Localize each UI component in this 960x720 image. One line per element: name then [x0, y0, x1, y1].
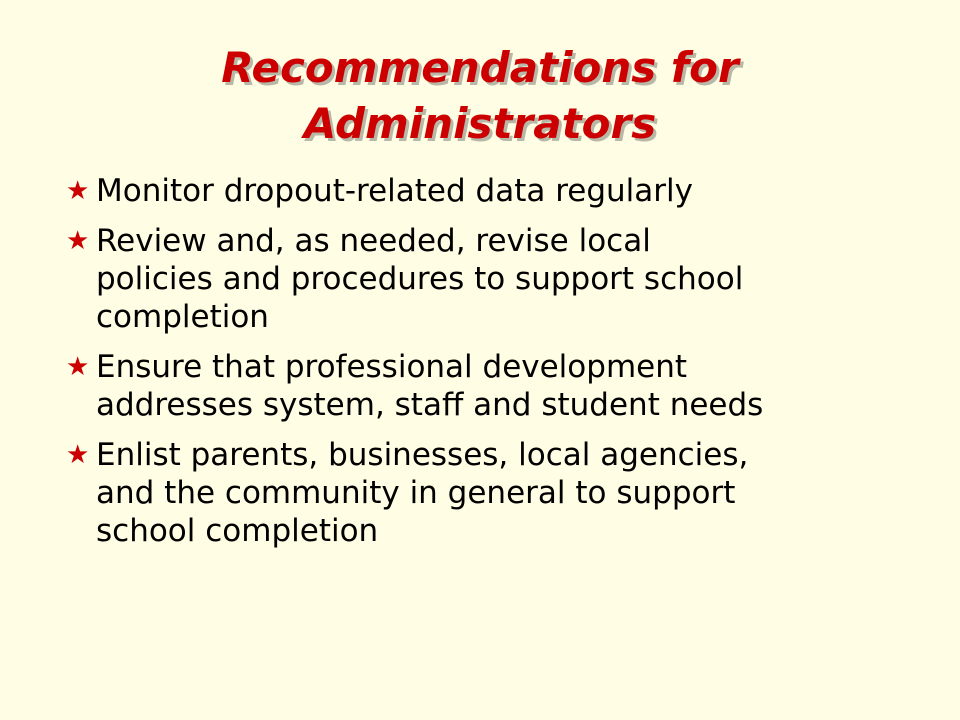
- title-line-1: Recommendations for: [221, 43, 739, 92]
- bullet-list: [66, 172, 926, 562]
- bullet-item: [66, 348, 926, 424]
- star-icon: ★: [66, 352, 90, 382]
- star-icon: ★: [66, 226, 90, 256]
- bullet-line: school completion: [96, 513, 379, 549]
- bullet-line: completion: [96, 299, 269, 335]
- bullet-line: Enlist parents, businesses, local agencies,: [96, 437, 749, 473]
- bullet-item: [66, 222, 926, 336]
- bullet-line: Ensure that professional development: [96, 349, 688, 385]
- bullet-line: addresses system, staff and student needs: [96, 387, 764, 423]
- bullet-item: [66, 436, 926, 550]
- bullet-line: policies and procedures to support school: [96, 261, 744, 297]
- bullet-item: [66, 172, 926, 210]
- bullet-line: and the community in general to support: [96, 475, 736, 511]
- star-icon: ★: [66, 176, 90, 206]
- bullet-line: Review and, as needed, revise local: [96, 223, 651, 259]
- slide-title: [120, 40, 840, 152]
- bullet-line: Monitor dropout-related data regularly: [96, 173, 693, 209]
- star-icon: ★: [66, 440, 90, 470]
- title-line-2: Administrators: [303, 99, 657, 148]
